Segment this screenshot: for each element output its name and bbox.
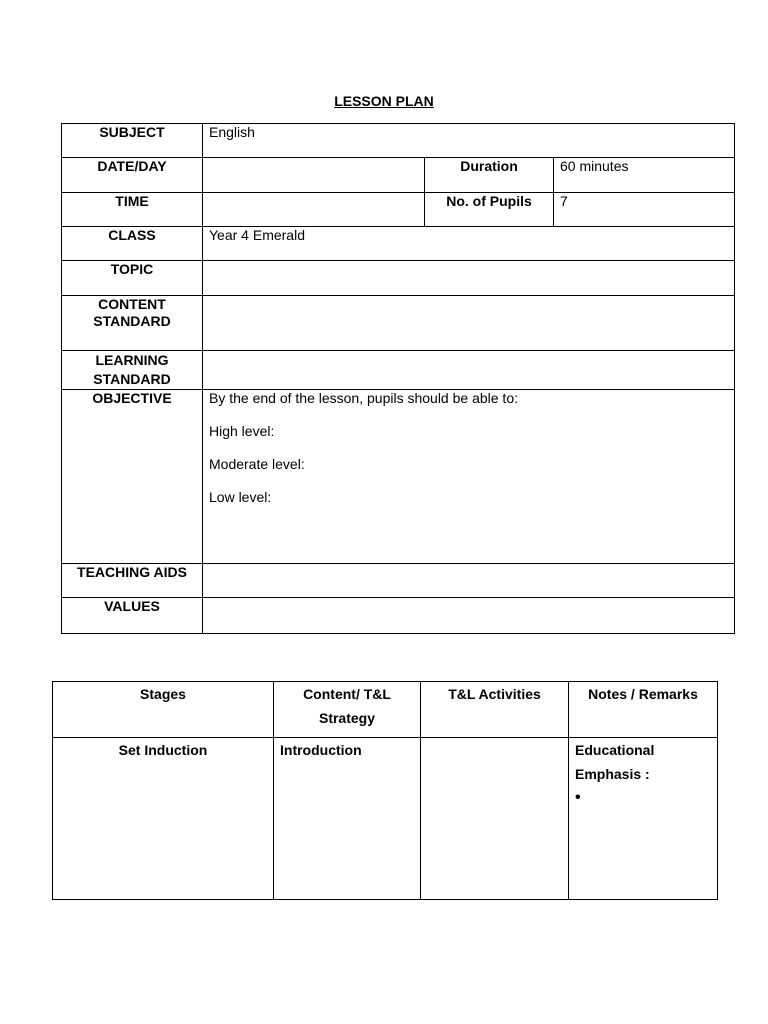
stage-row bbox=[53, 738, 718, 900]
topic-value[interactable] bbox=[203, 261, 735, 296]
teaching-aids-label: TEACHING AIDS bbox=[62, 564, 203, 598]
objective-high-level: High level: bbox=[209, 423, 275, 439]
topic-label: TOPIC bbox=[62, 261, 203, 296]
objective-value[interactable] bbox=[203, 390, 735, 564]
date-label: DATE/DAY bbox=[62, 158, 203, 193]
values-row bbox=[62, 598, 735, 634]
subject-label: SUBJECT bbox=[62, 124, 203, 158]
pupils-value[interactable]: 7 bbox=[554, 193, 735, 227]
class-value[interactable]: Year 4 Emerald bbox=[203, 227, 735, 261]
objective-low-level: Low level: bbox=[209, 489, 272, 505]
subject-row bbox=[62, 124, 735, 158]
time-value[interactable] bbox=[203, 193, 425, 227]
content-standard-value[interactable] bbox=[203, 296, 735, 351]
teaching-aids-row bbox=[62, 564, 735, 598]
learning-standard-value[interactable] bbox=[203, 351, 735, 390]
duration-value[interactable]: 60 minutes bbox=[554, 158, 735, 193]
date-value[interactable] bbox=[203, 158, 425, 193]
objective-intro: By the end of the lesson, pupils should be able to: bbox=[209, 390, 518, 406]
header-content-strategy: Content/ T&L Strategy bbox=[274, 682, 421, 738]
content-standard-row bbox=[62, 296, 735, 351]
lesson-plan-table bbox=[61, 123, 735, 634]
stage-notes[interactable] bbox=[569, 738, 718, 900]
class-label: CLASS bbox=[62, 227, 203, 261]
teaching-aids-value[interactable] bbox=[203, 564, 735, 598]
learning-standard-label-line2: STANDARD bbox=[93, 371, 171, 387]
stages-header-row bbox=[53, 682, 718, 738]
content-standard-label-line1: CONTENT bbox=[98, 296, 166, 312]
header-activities: T&L Activities bbox=[421, 682, 569, 738]
stage-name: Set Induction bbox=[53, 738, 274, 900]
pupils-label: No. of Pupils bbox=[425, 193, 554, 227]
values-value[interactable] bbox=[203, 598, 735, 634]
time-row bbox=[62, 193, 735, 227]
learning-standard-row bbox=[62, 351, 735, 390]
notes-bullet: • bbox=[575, 789, 581, 806]
learning-standard-label-line1: LEARNING bbox=[95, 352, 169, 368]
objective-row bbox=[62, 390, 735, 564]
date-row bbox=[62, 158, 735, 193]
page-title: LESSON PLAN bbox=[334, 93, 434, 109]
stage-content[interactable]: Introduction bbox=[274, 738, 421, 900]
content-standard-label bbox=[62, 296, 203, 351]
objective-label: OBJECTIVE bbox=[62, 390, 203, 564]
subject-value[interactable]: English bbox=[203, 124, 735, 158]
header-stages: Stages bbox=[53, 682, 274, 738]
time-label: TIME bbox=[62, 193, 203, 227]
class-row bbox=[62, 227, 735, 261]
notes-educational-emphasis: Educational Emphasis : bbox=[575, 742, 655, 782]
values-label: VALUES bbox=[62, 598, 203, 634]
learning-standard-label bbox=[62, 351, 203, 390]
header-notes-remarks: Notes / Remarks bbox=[569, 682, 718, 738]
topic-row bbox=[62, 261, 735, 296]
content-standard-label-line2: STANDARD bbox=[93, 313, 171, 329]
stages-table bbox=[52, 681, 718, 900]
duration-label: Duration bbox=[425, 158, 554, 193]
stage-activities[interactable] bbox=[421, 738, 569, 900]
objective-moderate-level: Moderate level: bbox=[209, 456, 305, 472]
